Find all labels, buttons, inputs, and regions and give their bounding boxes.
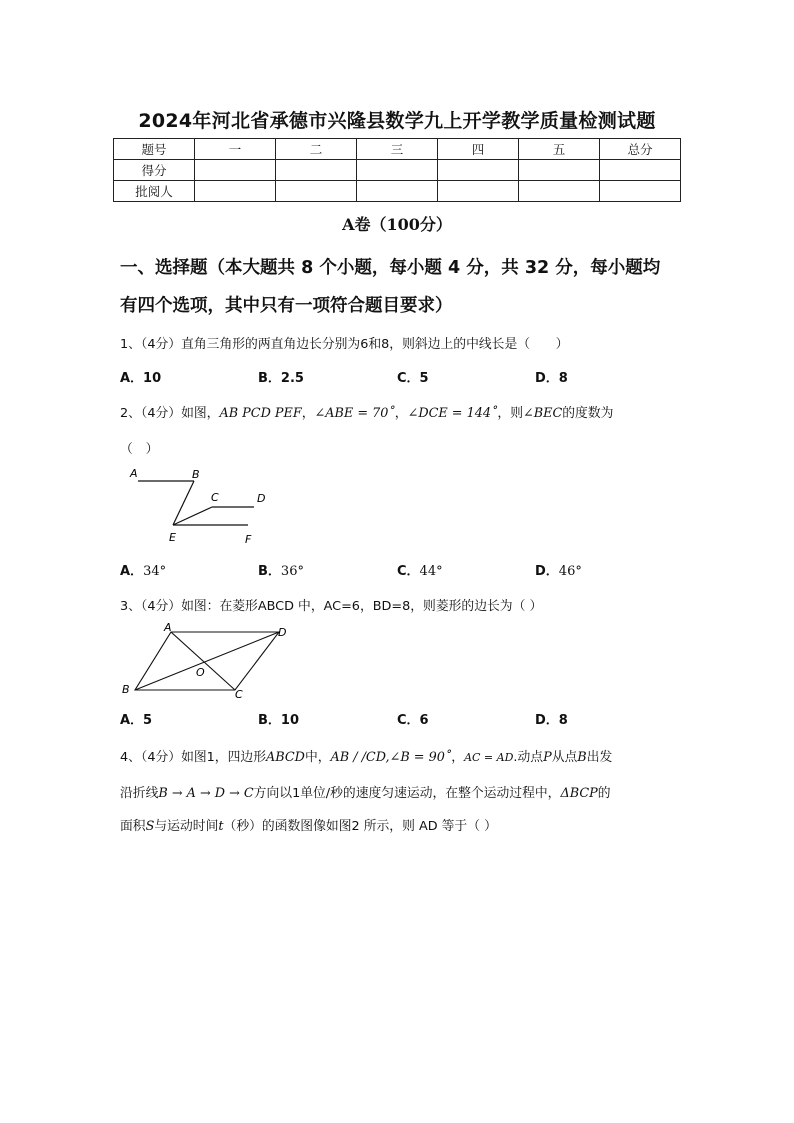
- section-title-line2: 有四个选项，其中只有一项符合题目要求）: [120, 296, 453, 316]
- line-be: [173, 481, 194, 525]
- q2-suffix: 的度数为: [562, 406, 614, 421]
- score-cell: [357, 160, 438, 181]
- score-cell: [519, 181, 600, 202]
- section-title-line1: 一、选择题（本大题共 8 个小题，每小题 4 分，共 32 分，每小题均: [120, 258, 661, 278]
- score-cell: [276, 160, 357, 181]
- label-f: F: [245, 533, 252, 546]
- q2-sep: ，则: [497, 406, 523, 421]
- score-table: [113, 138, 681, 202]
- question-1-text: 1、（4分）直角三角形的两直角边长分别为6和8，则斜边上的中线长是（ ）: [120, 337, 569, 352]
- label-o: O: [196, 666, 205, 679]
- table-header-cell: 一: [195, 139, 276, 160]
- table-row: [114, 139, 681, 160]
- table-row: [114, 160, 681, 181]
- table-header-cell: 三: [357, 139, 438, 160]
- diagonal-ac: [171, 632, 235, 690]
- q3-figure: [118, 620, 298, 702]
- q3-option-d: D．8: [535, 713, 568, 728]
- q2-math-parallel: AB PCD PEF: [219, 406, 302, 421]
- label-b: B: [122, 683, 130, 696]
- question-3-text: 3、（4分）如图：在菱形ABCD 中，AC=6，BD=8，则菱形的边长为（ ）: [120, 599, 543, 614]
- q2-math-angle-abe: ∠ABE = 70˚: [314, 406, 395, 421]
- label-a: A: [130, 467, 138, 480]
- label-c: C: [211, 491, 219, 504]
- q1-option-a: A．10: [120, 371, 162, 386]
- q1-option-d: D．8: [535, 371, 568, 386]
- score-cell: [519, 160, 600, 181]
- q2-sep: ，: [301, 406, 315, 421]
- label-d: D: [257, 492, 266, 505]
- score-cell: [357, 181, 438, 202]
- q2-math-angle-dce: ∠DCE = 144˚: [407, 406, 498, 421]
- score-cell: [438, 160, 519, 181]
- q2-sep: ，: [394, 406, 408, 421]
- q1-option-b: B．2.5: [258, 371, 304, 386]
- score-cell: [276, 181, 357, 202]
- q2-option-a: A．34°: [120, 564, 167, 579]
- label-b: B: [192, 468, 200, 481]
- score-cell: [195, 160, 276, 181]
- q2-option-b: B．36°: [258, 564, 304, 579]
- question-4-line3: 面积S与运动时间t（秒）的函数图像如图2 所示，则 AD 等于（ ）: [120, 819, 497, 834]
- page-title: 2024年河北省承德市兴隆县数学九上开学教学质量检测试题: [138, 110, 656, 132]
- table-header-cell: 二: [276, 139, 357, 160]
- line-ec: [173, 507, 212, 525]
- row-label: 批阅人: [114, 181, 195, 202]
- q3-option-b: B．10: [258, 713, 299, 728]
- label-c: C: [235, 688, 243, 701]
- score-cell: [195, 181, 276, 202]
- table-header-cell: 五: [519, 139, 600, 160]
- question-2-text: [120, 402, 613, 421]
- q2-option-d: D．46°: [535, 564, 582, 579]
- table-row: [114, 181, 681, 202]
- q3-option-c: C．6: [397, 713, 429, 728]
- score-cell: [600, 160, 681, 181]
- q2-option-c: C．44°: [397, 564, 443, 579]
- row-label: 得分: [114, 160, 195, 181]
- table-header-cell: 总分: [600, 139, 681, 160]
- question-4-line1: 4、（4分）如图1，四边形ABCD中，AB / /CD,∠B = 90˚，AC = AD.动点P从点B出发: [120, 750, 613, 765]
- table-header-cell: 题号: [114, 139, 195, 160]
- q2-prefix: 2、（4分）如图，: [120, 406, 220, 421]
- table-header-cell: 四: [438, 139, 519, 160]
- score-cell: [438, 181, 519, 202]
- question-2-paren: （ ）: [120, 442, 159, 457]
- label-d: D: [278, 626, 287, 639]
- question-4-line2: 沿折线B → A → D → C方向以1单位/秒的速度匀速运动，在整个运动过程中，ΔBCP的: [120, 786, 611, 801]
- q1-option-c: C．5: [397, 371, 429, 386]
- label-e: E: [169, 531, 176, 544]
- label-a: A: [164, 621, 172, 634]
- section-heading-a: A卷（100分）: [342, 215, 452, 234]
- score-cell: [600, 181, 681, 202]
- q3-option-a: A．5: [120, 713, 153, 728]
- q2-figure: [126, 465, 266, 547]
- q2-math-angle-bec: ∠BEC: [522, 406, 563, 421]
